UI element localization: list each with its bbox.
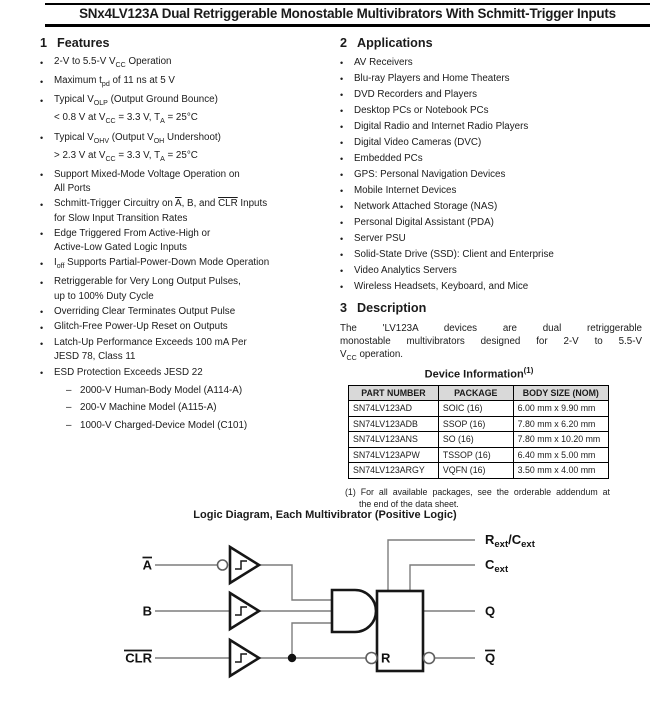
bullet-glyph: •	[340, 57, 344, 68]
feature-text: $I_{off}$ Supports Partial-Power-Down Mode Operation	[54, 257, 270, 271]
rext-main: R	[485, 532, 495, 547]
feature-item	[40, 336, 332, 364]
section-title: Applications	[357, 36, 433, 50]
description-section	[340, 301, 642, 366]
feature-text: Edge Triggered From Active-High or Active-Low Gated Logic Inputs	[54, 227, 211, 253]
logic-diagram-title: Logic Diagram, Each Multivibrator (Positive Logic)	[193, 509, 457, 521]
dash-glyph: –	[66, 402, 72, 414]
table-row	[349, 432, 609, 448]
header-rule-top	[45, 3, 650, 5]
bullet-glyph: •	[40, 338, 44, 349]
application-item	[340, 167, 646, 183]
feature-text: Glitch-Free Power-Up Reset on Outputs	[54, 321, 228, 333]
table-footnote	[345, 486, 610, 510]
table-cell: 3.50 mm x 4.00 mm	[513, 463, 608, 479]
bullet-glyph: •	[340, 185, 344, 196]
application-text: Video Analytics Servers	[354, 265, 457, 276]
cext-label	[485, 557, 509, 575]
feature-item	[40, 366, 332, 381]
footnote-line: (1) For all available packages, see the orderable addendum at	[345, 486, 610, 497]
table-cell: 6.00 mm x 9.90 mm	[513, 401, 608, 417]
bullet-glyph: •	[40, 258, 44, 269]
bullet-glyph: •	[40, 133, 44, 144]
feature-item	[40, 55, 332, 73]
feature-text: Schmitt-Trigger Circuitry on $\overline{A}$, B, and $\overline{CLR}$ Inputs for Slow Input Transition Rates	[54, 198, 268, 224]
table-cell: SN74LV123ARGY	[349, 463, 439, 479]
bullet-glyph: •	[340, 137, 344, 148]
feature-text: Retriggerable for Very Long Output Pulses, up to 100% Duty Cycle	[54, 276, 241, 302]
table-cell: VQFN (16)	[438, 463, 513, 479]
and-gate	[332, 590, 376, 632]
feature-text: Typical $V_{OHV}$ (Output $V_{OH}$ Undershoot) > 2.3 V at $V_{CC} = 3.3$ V, $T_A = 25^\circ C$	[54, 131, 221, 163]
cext-main: C	[485, 557, 495, 572]
applications-heading	[340, 36, 646, 50]
bullet-glyph: •	[340, 169, 344, 180]
qbar-output-bubble	[424, 653, 435, 664]
application-text: AV Receivers	[354, 57, 413, 68]
application-text: Digital Radio and Internet Radio Players	[354, 121, 529, 132]
bullet-glyph: •	[340, 233, 344, 244]
application-item	[340, 151, 646, 167]
header-rule-bottom	[45, 24, 650, 27]
application-item	[340, 247, 646, 263]
bullet-glyph: •	[340, 217, 344, 228]
feature-text: Maximum $t_{pd}$ of 11 ns at 5 V	[54, 75, 175, 89]
description-line: The 'LV123A devices are dual retriggerable	[340, 323, 642, 334]
feature-item	[40, 93, 332, 129]
device-information-table	[348, 385, 609, 479]
table-cell: SN74LV123ADB	[349, 416, 439, 432]
bullet-glyph: •	[40, 307, 44, 318]
application-item	[340, 55, 646, 71]
table-cell: 7.80 mm x 6.20 mm	[513, 416, 608, 432]
feature-subtext: 2000-V Human-Body Model (A114-A)	[80, 384, 243, 396]
device-information-title-text: Device Information	[424, 368, 524, 381]
application-item	[340, 87, 646, 103]
device-information-title-footref: (1)	[523, 366, 534, 375]
bullet-glyph: •	[340, 249, 344, 260]
feature-item	[40, 305, 332, 320]
feature-text: Typical $V_{OLP}$ (Output Ground Bounce) < 0.8 V at $V_{CC} = 3.3$ V, $T_A = 25^\circ C$	[54, 94, 218, 126]
device-table-column-header: PART NUMBER	[349, 385, 439, 401]
device-table-column-header: BODY SIZE (NOM)	[513, 385, 608, 401]
applications-section	[340, 36, 646, 295]
table-row	[349, 463, 609, 479]
table-cell: SN74LV123APW	[349, 447, 439, 463]
q-label: Q	[485, 603, 496, 619]
application-item	[340, 279, 646, 295]
rext-sub: ext	[494, 539, 509, 550]
bullet-glyph: •	[340, 73, 344, 84]
dash-glyph: –	[66, 420, 72, 432]
application-text: Wireless Headsets, Keyboard, and Mice	[354, 281, 529, 292]
table-cell: SOIC (16)	[438, 401, 513, 417]
footnote-line: the end of the data sheet.	[359, 498, 459, 509]
description-heading	[340, 301, 642, 315]
bullet-glyph: •	[340, 89, 344, 100]
table-row	[349, 416, 609, 432]
bullet-glyph: •	[40, 368, 44, 379]
bullet-glyph: •	[40, 170, 44, 181]
section-title: Features	[57, 36, 110, 50]
feature-subtext: 200-V Machine Model (A115-A)	[80, 402, 217, 414]
table-cell: 7.80 mm x 10.20 mm	[513, 432, 608, 448]
application-item	[340, 71, 646, 87]
application-item	[340, 263, 646, 279]
bullet-glyph: •	[340, 153, 344, 164]
bullet-glyph: •	[340, 121, 344, 132]
table-row	[349, 401, 609, 417]
feature-item	[40, 275, 332, 303]
application-text: Server PSU	[354, 233, 406, 244]
section-number: 2	[340, 36, 348, 50]
device-table-header-row	[349, 385, 609, 401]
section-number: 1	[40, 36, 48, 50]
bullet-glyph: •	[40, 277, 44, 288]
features-section	[40, 36, 332, 433]
feature-subitem	[66, 384, 332, 398]
application-text: Blu-ray Players and Home Theaters	[354, 73, 510, 84]
table-cell: SN74LV123ANS	[349, 432, 439, 448]
clr-branch-to-and-wire	[292, 623, 332, 658]
application-item	[340, 199, 646, 215]
applications-list	[340, 55, 646, 295]
feature-subtext: 1000-V Charged-Device Model (C101)	[80, 420, 248, 432]
table-cell: SO (16)	[438, 432, 513, 448]
page-title: SNx4LV123A Dual Retriggerable Monostable Multivibrators With Schmitt-Trigger Inputs	[79, 6, 616, 21]
logic-diagram-section	[40, 509, 610, 713]
bullet-glyph: •	[40, 76, 44, 87]
feature-text: Latch-Up Performance Exceeds 100 mA Per JESD 78, Class 11	[54, 337, 247, 363]
table-cell: 6.40 mm x 5.00 mm	[513, 447, 608, 463]
feature-item	[40, 74, 332, 92]
bullet-glyph: •	[340, 281, 344, 292]
rext-sub2: ext	[521, 539, 535, 550]
application-text: Solid-State Drive (SSD): Client and Enterprise	[354, 249, 554, 260]
r-input-bubble	[366, 653, 377, 664]
rext-slash-c: /C	[508, 532, 522, 547]
feature-text: Support Mixed-Mode Voltage Operation on All Ports	[54, 168, 240, 195]
b-schmitt-buffer	[230, 593, 259, 629]
feature-item	[40, 168, 332, 196]
feature-item	[40, 227, 332, 255]
a-schmitt-inverter	[230, 547, 259, 583]
bullet-glyph: •	[340, 201, 344, 212]
clr-schmitt-buffer	[230, 640, 259, 676]
application-text: Mobile Internet Devices	[354, 185, 457, 196]
table-cell: SSOP (16)	[438, 416, 513, 432]
a-label: A	[142, 557, 152, 573]
features-heading	[40, 36, 332, 50]
feature-item	[40, 197, 332, 225]
feature-item	[40, 320, 332, 335]
a-to-and-wire	[260, 565, 332, 600]
bullet-glyph: •	[40, 57, 44, 68]
feature-subitem	[66, 401, 332, 415]
feature-text: Overriding Clear Terminates Output Pulse	[54, 305, 236, 317]
device-information-title	[345, 366, 613, 381]
bullet-glyph: •	[40, 95, 44, 106]
description-line: $V_{CC}$ operation.	[340, 349, 404, 363]
feature-subitem	[66, 419, 332, 433]
device-table-body	[349, 401, 609, 479]
b-label: B	[142, 603, 152, 619]
application-item	[340, 215, 646, 231]
description-line: monostable multivibrators designed for 2-V to 5.5-V	[340, 336, 642, 348]
application-item	[340, 183, 646, 199]
clr-label: CLR	[125, 650, 152, 666]
bullet-glyph: •	[40, 199, 44, 210]
cext-sub: ext	[494, 564, 509, 575]
application-text: Network Attached Storage (NAS)	[354, 201, 498, 212]
features-list	[40, 55, 332, 433]
feature-item	[40, 256, 332, 274]
bullet-glyph: •	[340, 265, 344, 276]
application-item	[340, 135, 646, 151]
table-cell: TSSOP (16)	[438, 447, 513, 463]
dash-glyph: –	[66, 384, 72, 396]
junction-dot	[288, 654, 296, 662]
feature-item	[40, 131, 332, 167]
section-number: 3	[340, 301, 348, 315]
bullet-glyph: •	[40, 229, 44, 240]
a-input-bubble	[218, 560, 228, 570]
logic-diagram	[40, 526, 610, 711]
application-text: Personal Digital Assistant (PDA)	[354, 217, 494, 228]
application-item	[340, 119, 646, 135]
application-text: Digital Video Cameras (DVC)	[354, 137, 482, 148]
qbar-label: Q	[485, 650, 496, 666]
application-text: Embedded PCs	[354, 153, 423, 164]
rext-cext-label	[485, 532, 536, 550]
feature-text: 2-V to 5.5-V $V_{CC}$ Operation	[54, 56, 172, 69]
table-cell: SN74LV123AD	[349, 401, 439, 417]
device-information-section	[345, 366, 613, 510]
r-label: R	[381, 650, 391, 666]
application-text: DVD Recorders and Players	[354, 89, 478, 100]
application-item	[340, 231, 646, 247]
bullet-glyph: •	[340, 105, 344, 116]
device-table-column-header: PACKAGE	[438, 385, 513, 401]
table-row	[349, 447, 609, 463]
feature-text: ESD Protection Exceeds JESD 22	[54, 366, 203, 378]
cext-pin-wire	[410, 565, 475, 591]
application-item	[340, 103, 646, 119]
description-paragraph	[340, 322, 642, 366]
application-text: Desktop PCs or Notebook PCs	[354, 105, 489, 116]
bullet-glyph: •	[40, 322, 44, 333]
section-title: Description	[357, 301, 427, 315]
application-text: GPS: Personal Navigation Devices	[354, 169, 506, 180]
